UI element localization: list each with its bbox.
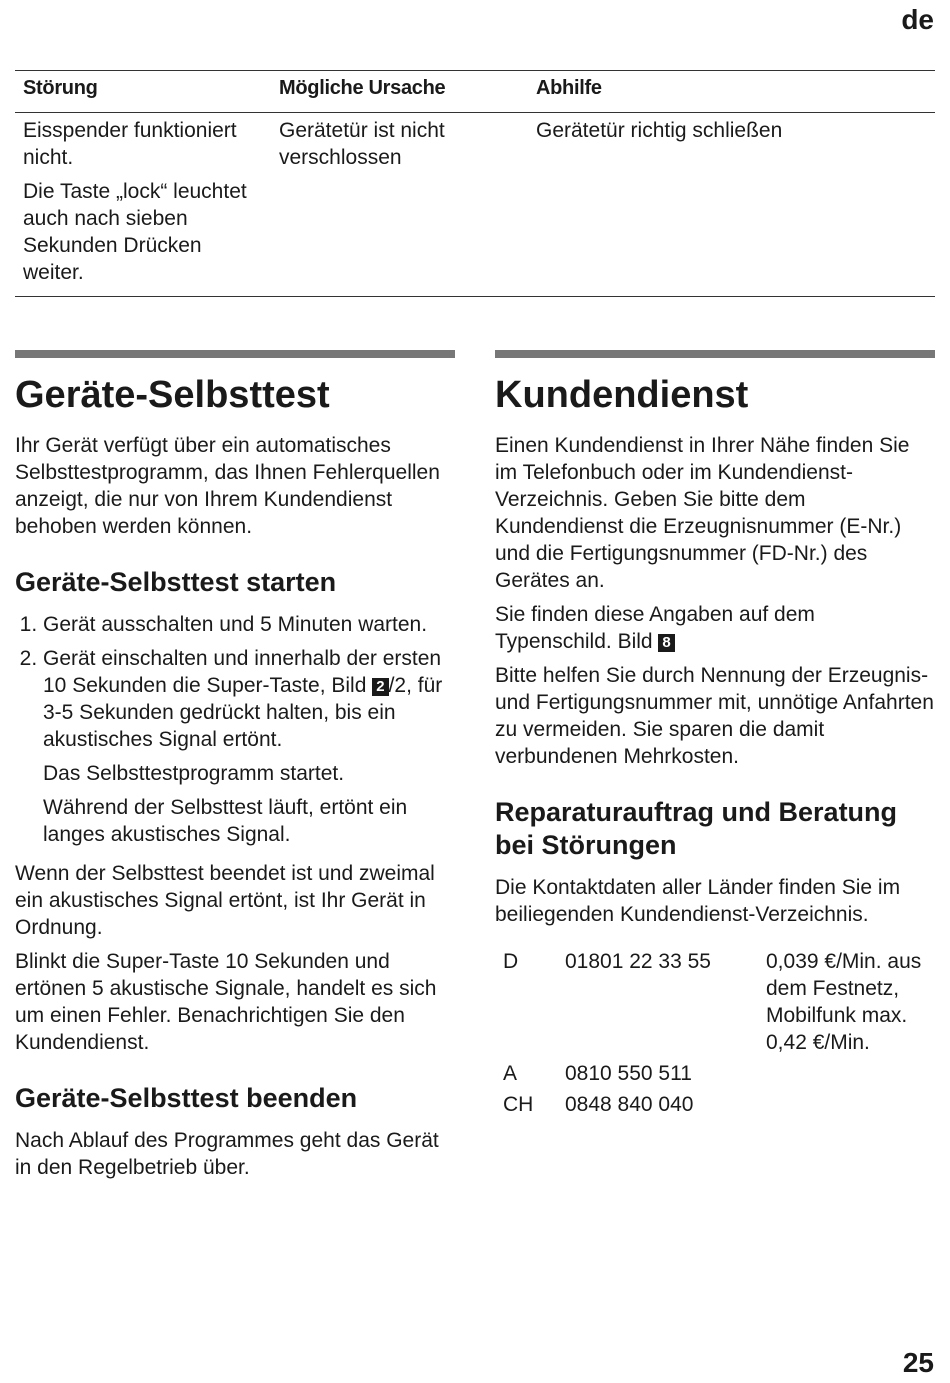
repair-heading: Reparaturauftrag und Beratung bei Störungen	[495, 797, 898, 860]
cell-remedy: Gerätetür richtig schließen	[528, 113, 935, 297]
section-divider	[15, 350, 455, 358]
selftest-steps	[15, 611, 455, 753]
table-row	[495, 1089, 935, 1120]
selftest-intro: Ihr Gerät verfügt über ein automatisches Selbsttestprogramm, das Ihnen Fehlerquellen anzeigt, die nur von Ihrem Kundendienst behoben werden können.	[15, 434, 440, 538]
service-title: Kundendienst	[495, 374, 749, 416]
section-divider	[495, 350, 935, 358]
selftest-start-heading: Geräte-Selbsttest starten	[15, 567, 337, 597]
table-header-row	[15, 71, 935, 113]
selftest-note: Während der Selbsttest läuft, ertönt ein langes akustisches Signal.	[43, 796, 408, 846]
language-label: de	[901, 4, 934, 35]
column-header-problem: Störung	[15, 71, 271, 113]
list-item: 1. Gerät ausschalten und 5 Minuten warten.	[43, 611, 455, 638]
country-code: CH	[503, 1093, 534, 1116]
trouble-table	[15, 70, 935, 297]
service-paragraph	[495, 601, 935, 655]
phone-number: 0810 550 511	[565, 1062, 692, 1085]
table-row	[15, 113, 935, 297]
selftest-end-heading: Geräte-Selbsttest beenden	[15, 1083, 358, 1113]
figure-reference: 8	[658, 634, 674, 652]
step2-text-a: Gerät einschalten und innerhalb der ersten 10 Sekunden die Super-Taste, Bild	[43, 647, 442, 697]
selftest-note: Das Selbsttestprogramm startet.	[43, 762, 345, 785]
selftest-title: Geräte-Selbsttest	[15, 374, 330, 416]
service-p2-text: Sie finden diese Angaben auf dem Typenschild. Bild	[495, 603, 815, 653]
problem-line: Die Taste „lock“ leuchtet auch nach sieben Sekunden Drücken weiter.	[23, 180, 247, 284]
column-header-remedy: Abhilfe	[528, 71, 935, 113]
selftest-ok-text: Wenn der Selbsttest beendet ist und zweimal ein akustisches Signal ertönt, ist Ihr Gerät in Ordnung.	[15, 862, 435, 939]
table-row	[495, 946, 935, 1058]
selftest-error-text: Blinkt die Super-Taste 10 Sekunden und ertönen 5 akustische Signale, handelt es sich um einen Fehler. Benachrichtigen Sie den Kundendienst.	[15, 950, 437, 1054]
step2-text-b: /2, für 3-5 Sekunden gedrückt halten, bis ein akustisches Signal ertönt.	[43, 674, 443, 751]
problem-line: Eisspender funktioniert nicht.	[23, 119, 237, 169]
service-paragraph: Einen Kundendienst in Ihrer Nähe finden Sie im Telefonbuch oder im Kundendienst-Verzeichnis. Geben Sie bitte dem Kundendienst die Erzeugnisnummer (E-Nr.) und die Fertigungsnummer (FD-Nr.) des Gerätes an.	[495, 434, 910, 592]
service-column	[495, 350, 935, 1120]
service-paragraph: Bitte helfen Sie durch Nennung der Erzeugnis- und Fertigungsnummer mit, unnötige Anfahrten zu vermeiden. Sie sparen die damit verbundenen Mehrkosten.	[495, 664, 934, 768]
contact-table	[495, 946, 935, 1120]
call-rate: 0,039 €/Min. aus dem Festnetz, Mobilfunk max. 0,42 €/Min.	[766, 950, 922, 1054]
call-rate	[758, 1089, 935, 1120]
selftest-column	[15, 350, 455, 1188]
figure-reference: 2	[372, 678, 388, 696]
phone-number: 0848 840 040	[565, 1093, 694, 1116]
cell-cause: Gerätetür ist nicht verschlossen	[271, 113, 528, 297]
repair-text: Die Kontaktdaten aller Länder finden Sie im beiliegenden Kundendienst-Verzeichnis.	[495, 876, 901, 926]
table-row	[495, 1058, 935, 1089]
call-rate	[758, 1058, 935, 1089]
country-code: D	[503, 950, 519, 973]
phone-number: 01801 22 33 55	[565, 950, 711, 973]
list-item	[43, 645, 455, 753]
column-header-cause: Mögliche Ursache	[271, 71, 528, 113]
selftest-end-text: Nach Ablauf des Programmes geht das Gerät in den Regelbetrieb über.	[15, 1129, 439, 1179]
page-number: 25	[902, 1347, 934, 1378]
cell-problem	[15, 113, 271, 297]
country-code: A	[503, 1062, 518, 1085]
